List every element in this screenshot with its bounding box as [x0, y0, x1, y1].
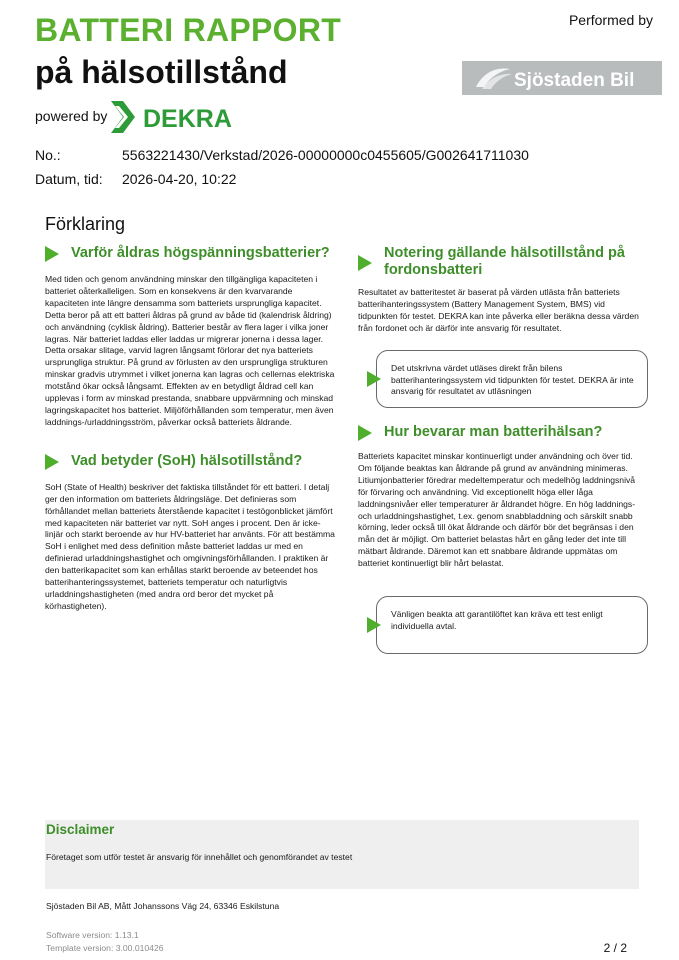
dekra-logo — [109, 100, 234, 134]
care-heading — [358, 424, 644, 441]
triangle-bullet-icon — [358, 255, 372, 271]
soh-text: SoH (State of Health) beskriver det faktiska tillståndet för ett batteri. I detalj ger den information om batteriets åldringsläge. Det definieras som förhållandet mellan batteriets återstående kapacitet i testögonblicket jämfört med kapaciteten när batteriet var nytt. SoH anges i procent. Den är icke-linjär och starkt beroende av hur HV-batteriet har använts. För att bestämma SoH i enlighet med dess definition måste batteriet laddas ur med en definierad urladdningshastighet och omgivningsförhållanden. I praktiken är den batterikapacitet som kan erhållas starkt beroende av beteendet hos batterihanteringssystemet, batteriets temperatur och naturligtvis urladdningshastigheten (med andra ord beror det mycket på körhastigheten). — [45, 481, 335, 611]
right-column — [358, 245, 644, 335]
section-title: Förklaring — [45, 214, 126, 234]
report-number-label: No.: — [35, 147, 61, 163]
report-title-line2: på hälsotillstånd — [35, 54, 288, 90]
sjostaden-logo-text: Sjöstaden Bil — [514, 70, 635, 91]
soh-title: Vad betyder (SoH) hälsotillstånd? — [71, 452, 303, 469]
note-heading — [358, 245, 644, 279]
date-time-value: 2026-04-20, 10:22 — [122, 171, 237, 187]
note-callout-box — [376, 350, 648, 408]
warranty-callout-box — [376, 596, 648, 654]
date-time-label: Datum, tid: — [35, 171, 103, 187]
disclaimer-text: Företaget som utför testet är ansvarig för innehållet och genomförandet av testet — [46, 852, 353, 862]
care-text: Batteriets kapacitet minskar kontinuerligt under användning och över tid. Om följande beaktas kan åldrande på grund av användning minimeras. Litiumjonbatterier föredrar medeltemperatur och medelhög laddningsnivå för förvaring och användning. Vid exceptionellt höga eller låga laddningsnivåer eller temperaturer är åldrandet högre. En hög laddnings- och urladdningshastighet, t.ex. genom snabbladdning och särskilt snabb körning, leder också till ökat åldrande och därför bör det begränsas i den mån det är möjligt. Om batteriet belastas hårt en gång leder det inte till mätbart åldrande. Däremot kan ett snabbare åldrande uppmätas om batteriet kontinuerligt blir hårt belastat. — [358, 451, 636, 569]
dekra-logo-text: DEKRA — [143, 105, 232, 133]
triangle-bullet-icon — [367, 617, 381, 633]
note-callout-text: Det utskrivna värdet utläses direkt från bilens batterihanteringssystem vid tidpunkten för testet. DEKRA är inte ansvarig för resultatet av utläsningen — [391, 363, 634, 396]
care-section — [358, 424, 644, 570]
soh-heading — [45, 453, 335, 470]
why-aging-text: Med tiden och genom användning minskar den tillgängliga kapaciteten i batteriet oåterkalleligen. Som en konsekvens är den kvarvarande kapaciteten inte längre densamma som batteriets ursprungliga kapacitet. Detta beror på att ett batteri åldras på grund av både tid (kalendrisk åldring) och användning (cyklisk åldring). Batterier består av flera lager i vilka joner lagras. När batteriet laddas eller laddas ur migrerar jonerna i dessa lager. Detta orsakar slitage, varvid lagren långsamt förlorar det nya batteriets ursprungliga struktur. På grund av förlusten av den ursprungliga strukturen minskar gradvis utrymmet i vilket jonerna kan lagras och cellernas elektriska motstånd ökar också långsamt. Effekten av en betydligt åldrad cell kan upplevas i form av minskad prestanda, snabbare uppvärmning och minskad lagringskapacitet hos batteriet. Miljöförhållanden som temperatur, men även laddnings-/urladdningsström, påverkar också batteriets åldrande. — [45, 274, 335, 427]
report-title-line1: BATTERI RAPPORT — [35, 12, 342, 48]
swoosh-icon — [476, 69, 512, 89]
page-number: 2 / 2 — [603, 941, 627, 955]
why-aging-heading — [45, 245, 335, 262]
disclaimer-title: Disclaimer — [46, 822, 115, 837]
why-aging-title: Varför åldras högspänningsbatterier? — [71, 245, 330, 261]
left-column — [45, 245, 335, 613]
company-address: Sjöstaden Bil AB, Mått Johanssons Väg 24, 63346 Eskilstuna — [46, 901, 280, 911]
note-title: Notering gällande hälsotillstånd på fordonsbatteri — [384, 245, 625, 278]
triangle-bullet-icon — [358, 425, 372, 441]
performed-by-label: Performed by — [568, 12, 653, 28]
triangle-bullet-icon — [367, 371, 381, 387]
report-number-value: 5563221430/Verkstad/2026-00000000c0455605/G002641711030 — [122, 147, 529, 163]
triangle-bullet-icon — [45, 454, 59, 470]
sjostaden-bil-logo — [462, 61, 662, 95]
template-version: Template version: 3.00.010426 — [46, 943, 164, 953]
triangle-bullet-icon — [45, 246, 59, 262]
note-text: Resultatet av batteritestet är baserat på värden utlästa från batteriets batterihanteringssystem (Battery Management System, BMS) vid tidpunkten för testet. DEKRA kan inte påverka eller beräkna dessa värden från fordonet och är därför inte ansvarig för resultatet. — [358, 287, 639, 333]
software-version: Software version: 1.13.1 — [46, 930, 139, 940]
warranty-callout-text: Vänligen beakta att garantilöftet kan kräva ett test enligt individuella avtal. — [391, 609, 603, 631]
care-title: Hur bevarar man batterihälsan? — [384, 424, 603, 440]
powered-by-label: powered by — [35, 108, 108, 124]
